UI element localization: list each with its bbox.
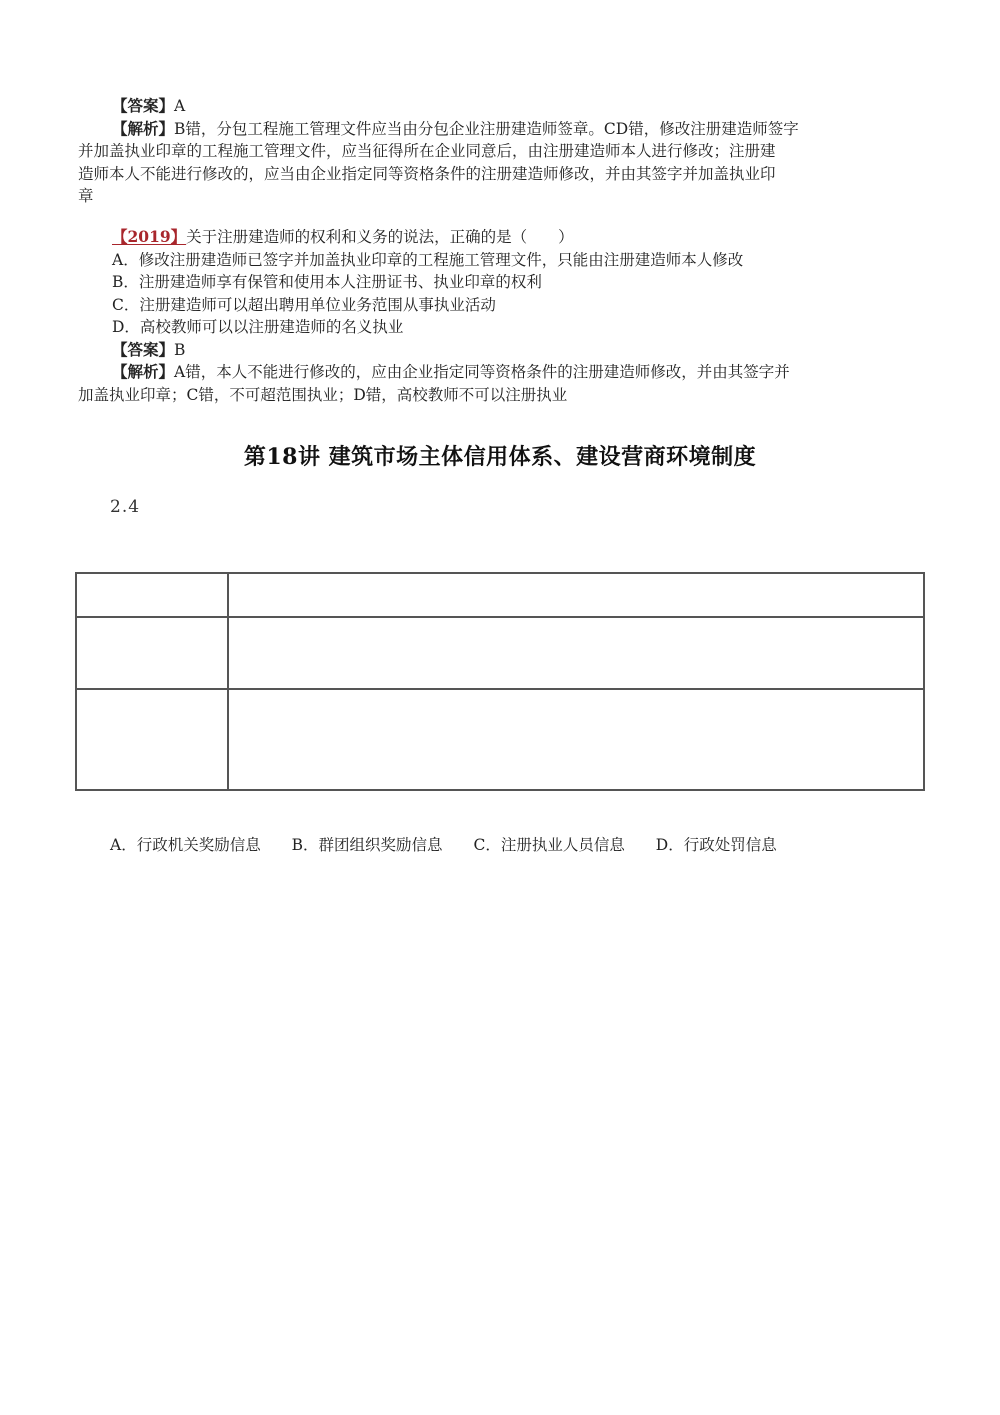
option-d: D．行政处罚信息	[655, 836, 777, 854]
option-a: A．修改注册建造师已签字并加盖执业印章的工程施工管理文件，只能由注册建造师本人修改	[112, 250, 744, 269]
option-c: C．注册执业人员信息	[473, 836, 625, 854]
section-title: 第18讲 建筑市场主体信用体系、建设营商环境制度	[243, 444, 757, 470]
question-3-options	[110, 833, 803, 855]
table-row	[76, 573, 924, 617]
option-c: C．注册建造师可以超出聘用单位业务范围从事执业活动	[112, 295, 496, 314]
analysis-label: 【解析】	[112, 362, 175, 381]
question-2	[78, 226, 928, 406]
table-cell	[76, 689, 228, 790]
table-cell	[76, 617, 228, 689]
analysis-text: 加盖执业印章；C错，不可超范围执业；D错，高校教师不可以注册执业	[78, 385, 568, 404]
option-b: B．注册建造师享有保管和使用本人注册证书、执业印章的权利	[112, 273, 542, 291]
option-d: D．高校教师可以以注册建造师的名义执业	[112, 318, 404, 336]
table-row	[76, 689, 924, 790]
question-stem	[78, 226, 928, 249]
answer-value: B	[174, 340, 186, 359]
analysis-text: B错，分包工程施工管理文件应当由分包企业注册建造师签章。CD错，修改注册建造师签字	[174, 119, 799, 138]
stem-text: 关于注册建造师的权利和义务的说法，正确的是（ ）	[186, 228, 574, 246]
answer-value: A	[174, 97, 186, 115]
analysis-line	[78, 361, 928, 384]
table-row	[76, 617, 924, 689]
table-cell	[228, 617, 924, 689]
table-cell	[76, 573, 228, 617]
answer-label: 【答案】	[112, 339, 175, 359]
answer-line	[78, 95, 928, 118]
analysis-text: 并加盖执业印章的工程施工管理文件，应当征得所在企业同意后，由注册建造师本人进行修改；注册建	[78, 142, 776, 160]
analysis-text: 造师本人不能进行修改的，应当由企业指定同等资格条件的注册建造师修改，并由其签字并加盖执业印	[78, 164, 776, 183]
option-b: B．群团组织奖励信息	[291, 836, 443, 854]
analysis-text: 章	[78, 187, 94, 205]
answer-line	[78, 339, 928, 362]
option-a: A．行政机关奖励信息	[110, 836, 261, 854]
question-1-explanation	[78, 95, 928, 208]
section-number: 2.4	[110, 497, 141, 517]
analysis-label: 【解析】	[112, 118, 175, 138]
table-cell	[228, 689, 924, 790]
table-cell	[228, 573, 924, 617]
year-tag: 【2019】	[112, 227, 187, 246]
analysis-text: A错，本人不能进行修改的，应由企业指定同等资格条件的注册建造师修改，并由其签字并	[174, 363, 790, 381]
blank-table	[75, 572, 925, 791]
answer-label: 【答案】	[112, 96, 175, 115]
analysis-line	[78, 118, 928, 141]
